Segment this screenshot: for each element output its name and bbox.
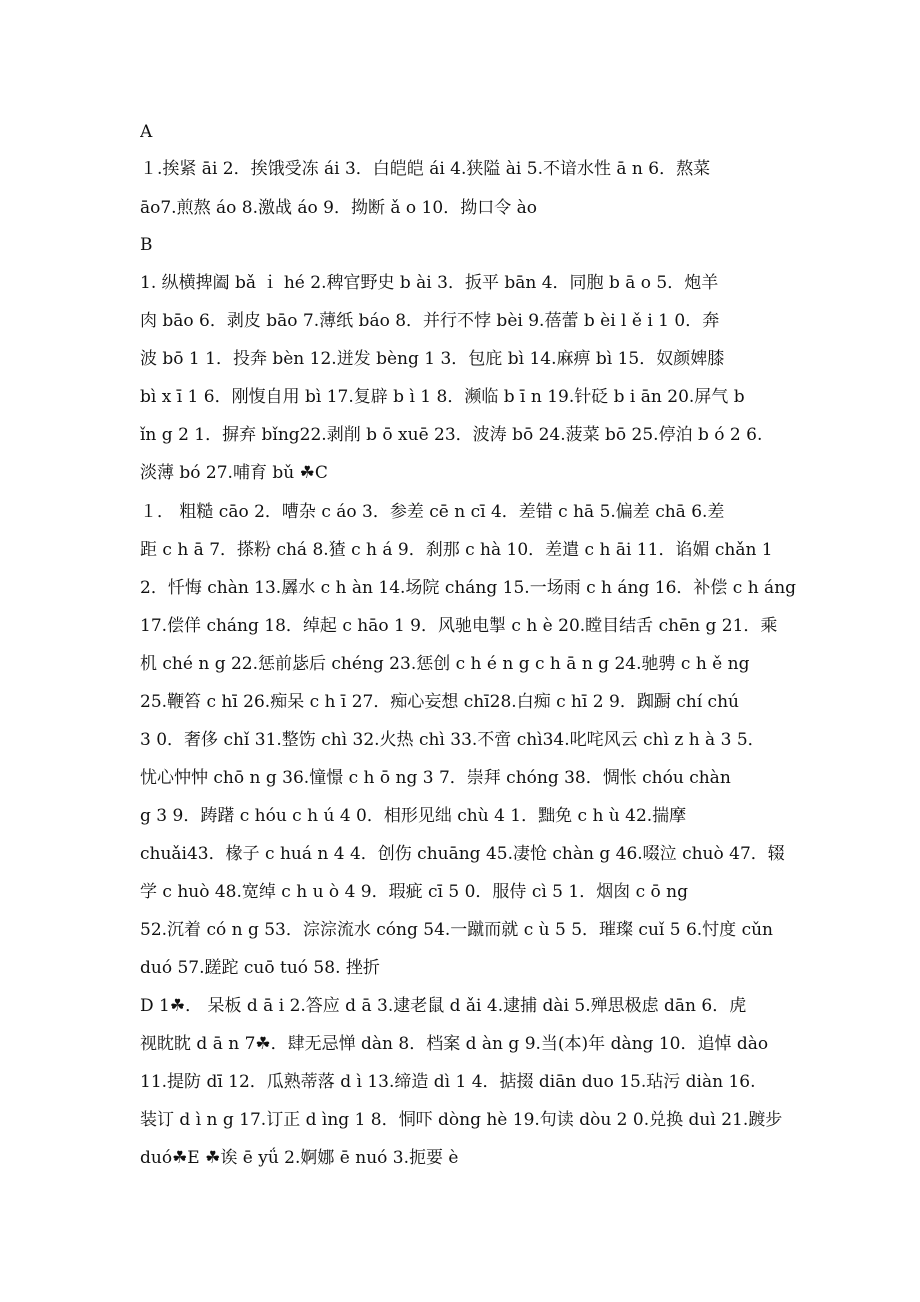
text-line: 淡薄 bó 27.哺育 bǔ ☘C bbox=[140, 463, 328, 483]
text-line: 11.提防 dī 12．瓜熟蒂落 d ì 13.缔造 dì 1 4．掂掇 diān duo 15.玷污 diàn 16. bbox=[140, 1072, 756, 1092]
text-line: āo7.煎熬 áo 8.激战 áo 9．拗断 ǎ o 10．拗口令 ào bbox=[140, 198, 537, 218]
text-line: 装订 d ì n g 17.订正 d ìng 1 8．恫吓 dòng hè 19.句读 dòu 2 0.兑换 duì 21.踱步 bbox=[140, 1110, 783, 1130]
text-line: 机 ché n g 22.惩前毖后 chéng 23.惩创 c h é n g c h ā n g 24.驰骋 c h ě ng bbox=[140, 654, 750, 674]
text-line: 17.偿佯 cháng 18．绰起 c hāo 1 9．风驰电掣 c h è 20.瞠目结舌 chēn g 21．乘 bbox=[140, 616, 778, 636]
text-line: 忧心忡忡 chō n g 36.憧憬 c h ō ng 3 7．崇拜 chóng 38．惆怅 chóu chàn bbox=[140, 768, 731, 788]
section-heading-a: A bbox=[140, 122, 153, 142]
text-line: 学 c huò 48.宽绰 c h u ò 4 9．瑕疵 cī 5 0．服侍 cì 5 1．烟囱 c ō ng bbox=[140, 882, 689, 902]
section-heading-b: B bbox=[140, 235, 153, 255]
text-line: 3 0．奢侈 chǐ 31.整饬 chì 32.火热 chì 33.不啻 chì34.叱咤风云 chì z h à 3 5． bbox=[140, 730, 765, 750]
text-line: 波 bō 1 1．投奔 bèn 12.迸发 bèng 1 3．包庇 bì 14.麻痹 bì 15．奴颜婢膝 bbox=[140, 349, 725, 369]
text-line: 距 c h ā 7．搽粉 chá 8.猹 c h á 9．刹那 c hà 10．差遣 c h āi 11．谄媚 chǎn 1 bbox=[140, 540, 773, 560]
text-line: 25.鞭笞 c hī 26.痴呆 c h ī 27．痴心妄想 chī28.白痴 c hī 2 9．踟蹰 chí chú bbox=[140, 692, 739, 712]
text-line: duó 57.蹉跎 cuō tuó 58. 挫折 bbox=[140, 958, 380, 978]
text-line: D 1☘． 呆板 d ā i 2.答应 d ā 3.逮老鼠 d ǎi 4.逮捕 dài 5.殚思极虑 dān 6．虎 bbox=[140, 996, 747, 1016]
text-line: ǐn g 2 1．摒弃 bǐng22.剥削 b ō xuē 23．波涛 bō 24.菠菜 bō 25.停泊 b ó 2 6. bbox=[140, 425, 763, 445]
text-line: １.挨紧 āi 2．挨饿受冻 ái 3．白皑皑 ái 4.狭隘 ài 5.不谙水性 ā n 6．熬菜 bbox=[140, 159, 711, 179]
text-line: chuǎi43．椽子 c huá n 4 4．创伤 chuāng 45.凄怆 chàn g 46.啜泣 chuò 47．辍 bbox=[140, 844, 785, 864]
text-line: 52.沉着 có n g 53．淙淙流水 cóng 54.一蹴而就 c ù 5 5．璀璨 cuǐ 5 6.忖度 cǔn bbox=[140, 920, 773, 940]
text-line: 1. 纵横捭阖 bǎ ｉ hé 2.稗官野史 b ài 3．扳平 bān 4．同胞 b ā o 5．炮羊 bbox=[140, 273, 719, 293]
text-line: 肉 bāo 6．剥皮 bāo 7.薄纸 báo 8．并行不悖 bèi 9.蓓蕾 b èi l ě i 1 0．奔 bbox=[140, 311, 720, 331]
text-line: duó☘E ☘诶 ē yǘ 2.婀娜 ē nuó 3.扼要 è bbox=[140, 1148, 459, 1168]
text-line: １． 粗糙 cāo 2．嘈杂 c áo 3．参差 cē n cī 4．差错 c hā 5.偏差 chā 6.差 bbox=[140, 502, 725, 522]
text-line: 2．忏悔 chàn 13.羼水 c h àn 14.场院 cháng 15.一场雨 c h áng 16．补偿 c h áng bbox=[140, 578, 797, 598]
text-line: g 3 9．踌躇 c hóu c h ú 4 0．相形见绌 chù 4 1．黜免 c h ù 42.揣摩 bbox=[140, 806, 687, 826]
text-line: bì x ī 1 6．刚愎自用 bì 17.复辟 b ì 1 8．濒临 b ī n 19.针砭 b i ān 20.屏气 b bbox=[140, 387, 745, 407]
text-line: 视眈眈 d ā n 7☘．肆无忌惮 dàn 8．档案 d àn g 9.当(本)年 dàng 10．追悼 dào bbox=[140, 1034, 769, 1054]
